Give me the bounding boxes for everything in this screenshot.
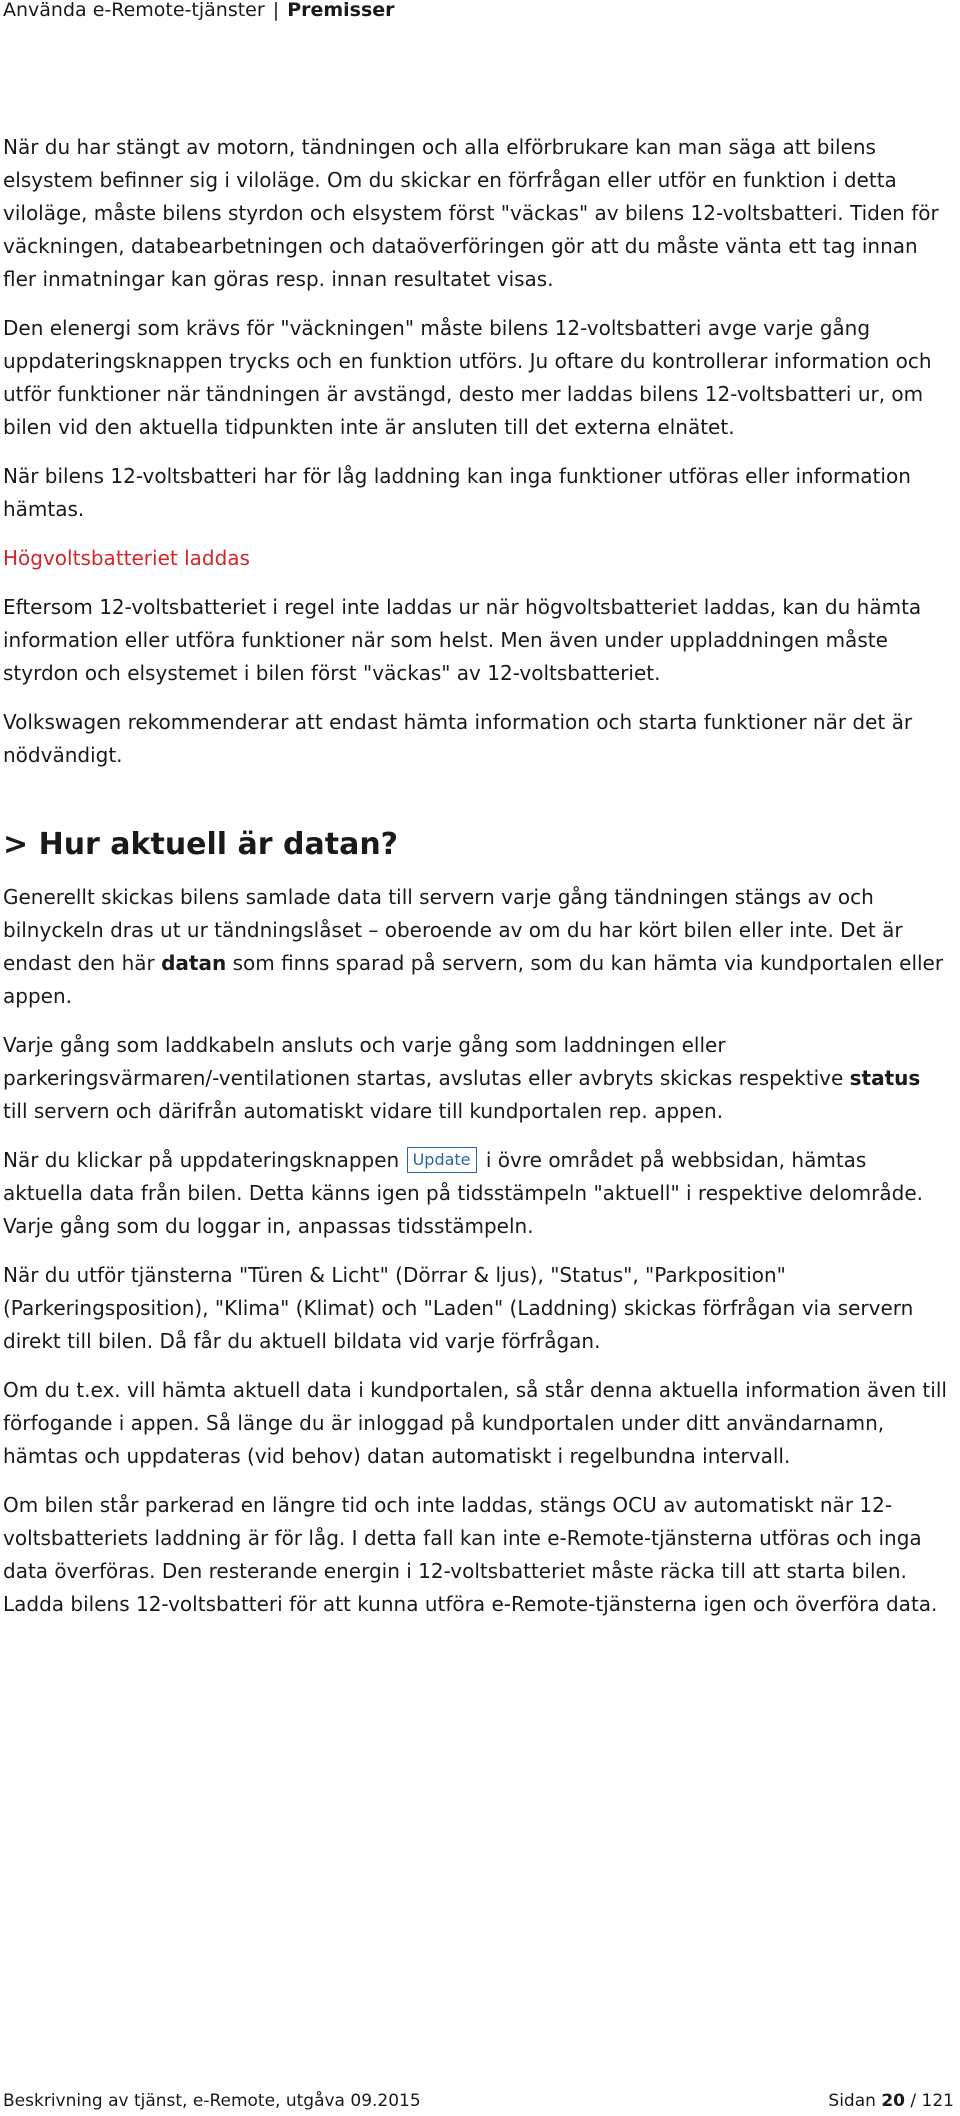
paragraph-hv-charging: Eftersom 12-voltsbatteriet i regel inte laddas ur när högvoltsbatteriet laddas, kan du hämta information eller utföra funktioner när som helst. Men även under uppladdningen måste styrdon och elsystemet i bilen först "väckas" av 12-voltsbatteriet. — [3, 595, 922, 685]
text-run: till servern och därifrån automatiskt vidare till kundportalen rep. appen. — [3, 1099, 724, 1123]
page-number — [828, 2090, 954, 2112]
section-heading: > Hur aktuell är datan? — [3, 827, 399, 862]
page-total: 121 — [921, 2091, 954, 2111]
paragraph-ocu: Om bilen står parkerad en längre tid och inte laddas, stängs OCU av automatiskt när 12-voltsbatteriets laddning är för låg. I detta fall kan inte e-Remote-tjänsterna utföras och inga data överföras. Den resterande energin i 12-voltsbatteriet måste räcka till att starta bilen. Ladda bilens 12-voltsbatteri för att kunna utföra e-Remote-tjänsterna igen och överföra data. — [3, 1493, 938, 1616]
text-run: När du klickar på uppdateringsknappen — [3, 1148, 400, 1172]
text-run: som finns sparad på servern, som du kan hämta via kundportalen eller appen. — [3, 951, 944, 1008]
running-header — [3, 0, 395, 22]
header-title: Premisser — [287, 0, 395, 21]
text-run: Varje gång som laddkabeln ansluts och varje gång som laddningen eller parkeringsvärmaren/-ventilationen startas, avslutas eller avbryts skickas respektive — [3, 1033, 850, 1090]
footer-document: Beskrivning av tjänst, e-Remote, utgåva 09.2015 — [3, 2091, 421, 2111]
page-prefix: Sidan — [828, 2091, 876, 2111]
paragraph-update — [3, 1144, 948, 1243]
text-run: i övre området på webbsidan, hämtas aktuella data från bilen. Detta känns igen på tidsstämpeln "aktuell" i respektive delområde. Varje gång som du loggar in, anpassas tidsstämpeln. — [3, 1148, 924, 1238]
paragraph-energy: Den elenergi som krävs för "väckningen" måste bilens 12-voltsbatteri avge varje gång uppdateringsknappen trycks och en funktion utförs. Ju oftare du kontrollerar information och utför funktioner när tändningen är avstängd, desto mer laddas bilens 12-voltsbatteri ur, om bilen vid den aktuella tidpunkten inte är ansluten till det externa elnätet. — [3, 316, 932, 439]
paragraph-low-charge: När bilens 12-voltsbatteri har för låg laddning kan inga funktioner utföras eller information hämtas. — [3, 464, 911, 521]
paragraph-services: När du utför tjänsterna "Türen & Licht" (Dörrar & ljus), "Status", "Parkposition" (Parkeringsposition), "Klima" (Klimat) och "Laden" (Laddning) skickas förfrågan via servern direkt till bilen. Då får du aktuell bildata vid varje förfrågan. — [3, 1263, 914, 1353]
page-separator: / — [910, 2091, 917, 2111]
header-section: Använda e-Remote-tjänster — [3, 0, 265, 21]
page-body — [3, 131, 948, 1621]
update-button[interactable]: Update — [407, 1147, 477, 1173]
paragraph-recommendation: Volkswagen rekommenderar att endast hämta information och starta funktioner när det är nödvändigt. — [3, 710, 913, 767]
page-current: 20 — [881, 2091, 905, 2111]
paragraph-status — [3, 1029, 948, 1128]
emphasis-datan: datan — [161, 951, 227, 975]
subheading-hv-battery: Högvoltsbatteriet laddas — [3, 546, 250, 570]
header-separator: | — [272, 0, 280, 21]
paragraph-data-sent — [3, 881, 948, 1013]
text-run: Generellt skickas bilens samlade data till servern varje gång tändningen stängs av och bilnyckeln dras ut ur tändningslåset – oberoende av om du har kört bilen eller inte. Det är endast den här — [3, 885, 903, 975]
emphasis-status: status — [849, 1066, 921, 1090]
paragraph-portal: Om du t.ex. vill hämta aktuell data i kundportalen, så står denna aktuella information även till förfogande i appen. Så länge du är inloggad på kundportalen under ditt användarnamn, hämtas och uppdateras (vid behov) datan automatiskt i regelbundna intervall. — [3, 1378, 947, 1468]
paragraph-sleep-mode: När du har stängt av motorn, tändningen och alla elförbrukare kan man säga att bilens elsystem befinner sig i viloläge. Om du skickar en förfrågan eller utför en funktion i detta viloläge, måste bilens styrdon och elsystem först "väckas" av bilens 12-voltsbatteri. Tiden för väckningen, databearbetningen och dataöverföringen gör att du måste vänta ett tag innan fler inmatningar kan göras resp. innan resultatet visas. — [3, 135, 939, 291]
